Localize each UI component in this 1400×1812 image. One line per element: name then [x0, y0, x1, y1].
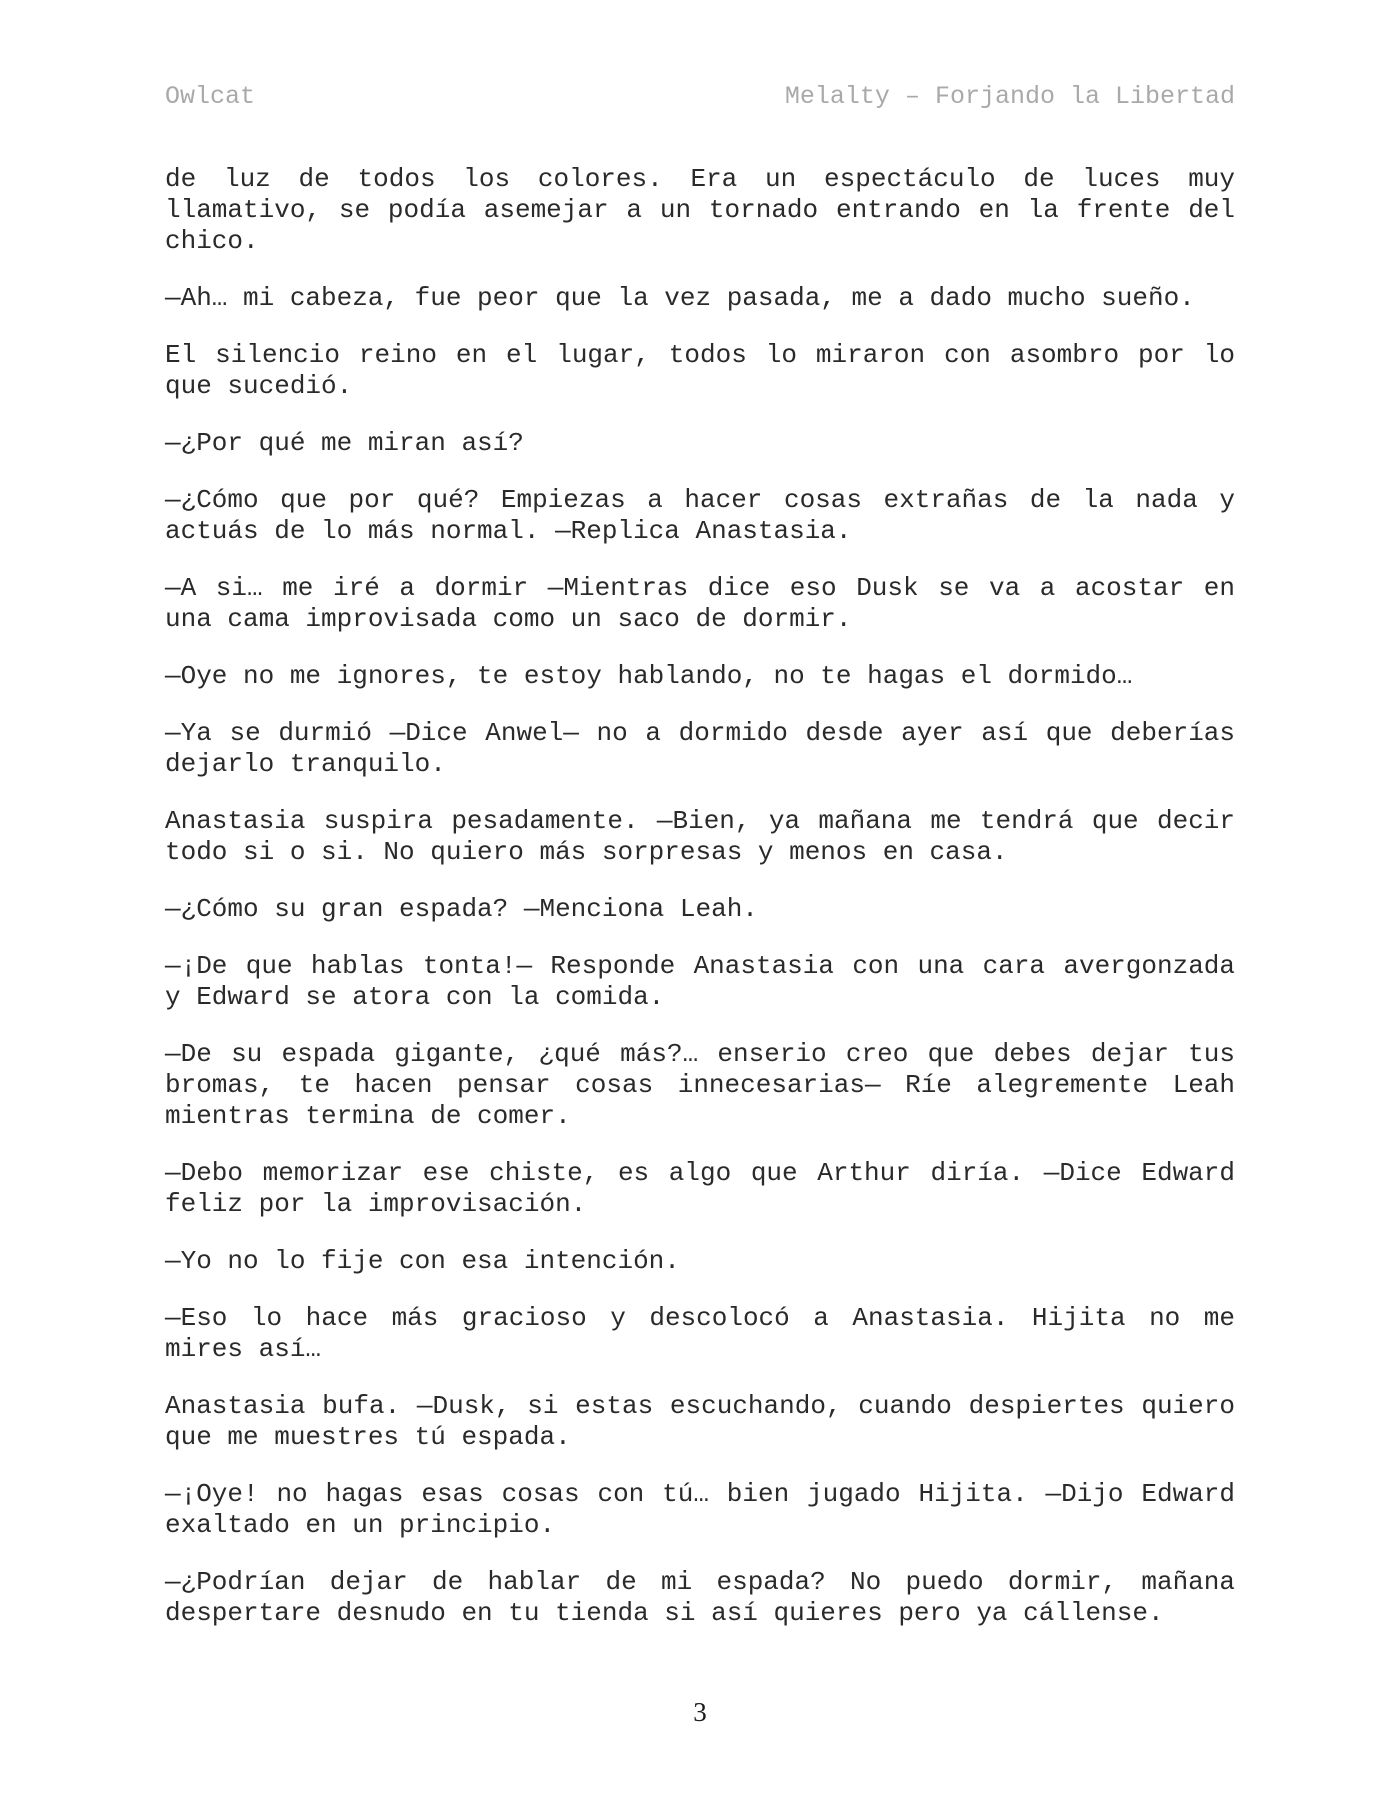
paragraph: —¿Cómo que por qué? Empiezas a hacer cosas extrañas de la nada y actuás de lo más normal. —Replica Anastasia. — [165, 485, 1235, 546]
paragraph: —A si… me iré a dormir —Mientras dice eso Dusk se va a acostar en una cama improvisada como un saco de dormir. — [165, 573, 1235, 634]
paragraph: —Ya se durmió —Dice Anwel— no a dormido desde ayer así que deberías dejarlo tranquilo. — [165, 718, 1235, 779]
paragraph: —¡Oye! no hagas esas cosas con tú… bien jugado Hijita. —Dijo Edward exaltado en un principio. — [165, 1479, 1235, 1540]
paragraph: —Yo no lo fije con esa intención. — [165, 1246, 680, 1276]
paragraph: —Debo memorizar ese chiste, es algo que Arthur diría. —Dice Edward feliz por la improvisación. — [165, 1158, 1235, 1219]
paragraph: de luz de todos los colores. Era un espectáculo de luces muy llamativo, se podía asemejar a un tornado entrando en la frente del chico. — [165, 164, 1235, 256]
page-number: 3 — [693, 1697, 707, 1727]
page-header — [165, 82, 1235, 116]
paragraph: —¿Podrían dejar de hablar de mi espada? No puedo dormir, mañana despertare desnudo en tu tienda si así quieres pero ya cállense. — [165, 1567, 1235, 1628]
paragraph: El silencio reino en el lugar, todos lo miraron con asombro por lo que sucedió. — [165, 340, 1235, 401]
paragraph: —Eso lo hace más gracioso y descolocó a Anastasia. Hijita no me mires así… — [165, 1303, 1235, 1364]
paragraph: —Oye no me ignores, te estoy hablando, no te hagas el dormido… — [165, 661, 1133, 691]
header-author: Owlcat — [165, 82, 256, 111]
paragraph: —¿Cómo su gran espada? —Menciona Leah. — [165, 894, 758, 924]
paragraph: —¡De que hablas tonta!— Responde Anastasia con una cara avergonzada y Edward se atora con la comida. — [165, 951, 1235, 1012]
paragraph: —De su espada gigante, ¿qué más?… enserio creo que debes dejar tus bromas, te hacen pensar cosas innecesarias— Ríe alegremente Leah mientras termina de comer. — [165, 1039, 1235, 1131]
paragraph: —¿Por qué me miran así? — [165, 428, 524, 458]
body-text — [165, 164, 1235, 1655]
paragraph: —Ah… mi cabeza, fue peor que la vez pasada, me a dado mucho sueño. — [165, 283, 1195, 313]
header-title: Melalty – Forjando la Libertad — [784, 82, 1235, 111]
paragraph: Anastasia bufa. —Dusk, si estas escuchando, cuando despiertes quiero que me muestres tú espada. — [165, 1391, 1235, 1452]
paragraph: Anastasia suspira pesadamente. —Bien, ya mañana me tendrá que decir todo si o si. No quiero más sorpresas y menos en casa. — [165, 806, 1235, 867]
